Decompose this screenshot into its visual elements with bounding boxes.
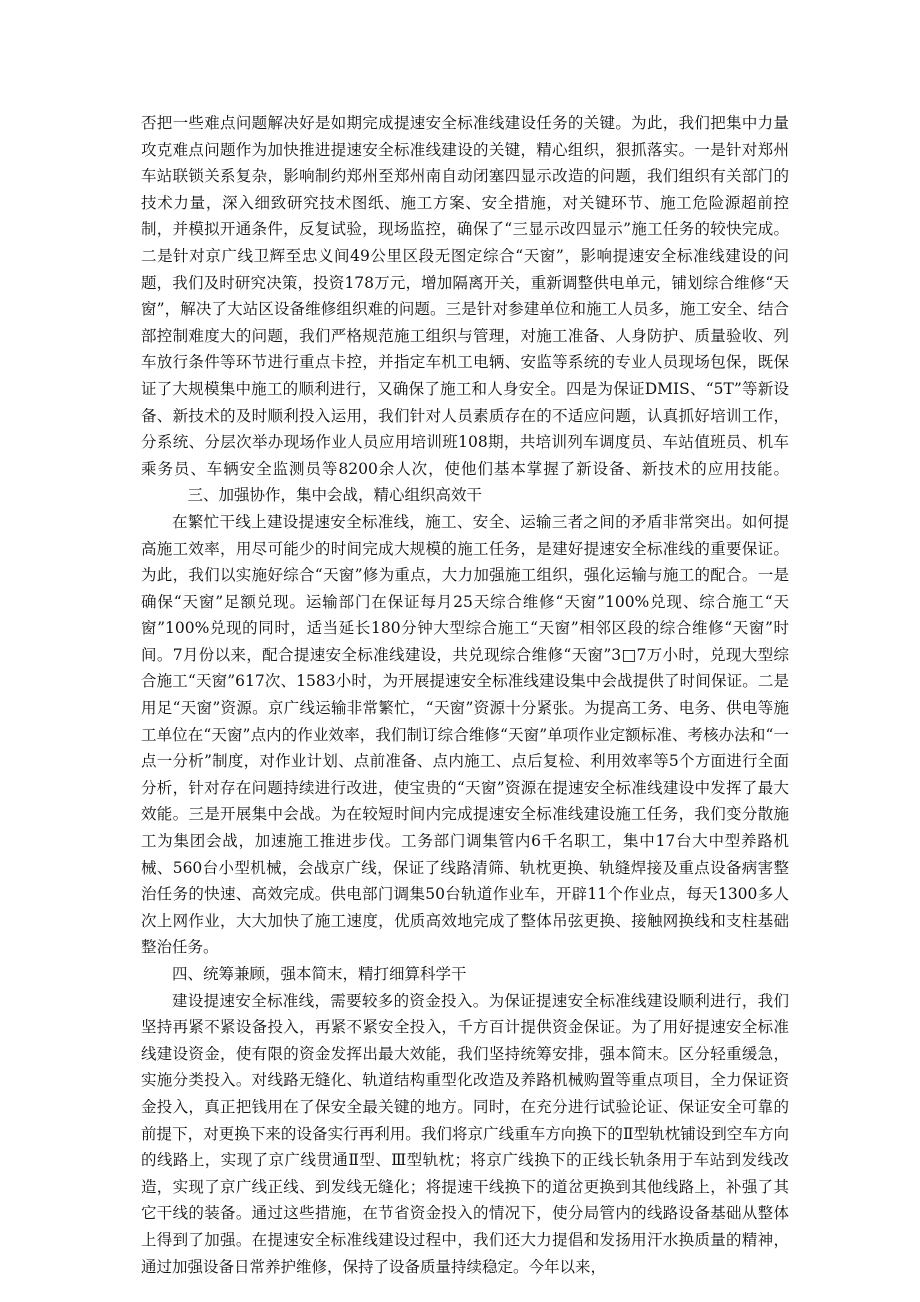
body-paragraph-continuation	[141, 110, 789, 509]
section-heading-4: 四、统筹兼顾，强本简末，精打细算科学干	[172, 965, 467, 983]
body-paragraph-coordination: 在繁忙干线上建设提速安全标准线，施工、安全、运输三者之间的矛盾非常突出。如何提高施工效率，用尽可能少的时间完成大规模的施工任务，是建好提速安全标准线的重要保证。为此，我们以实施好综合“天窗”修为重点，大力加强施工组织，强化运输与施工的配合。一是确保“天窗”足额兑现。运输部门在保证每月25天综合维修“天窗”100%兑现、综合施工“天窗”100%兑现的同时，适当延长180分钟大型综合施工“天窗”相邻区段的综合维修“天窗”时间。7月份以来，配合提速安全标准线建设，共兑现综合维修“天窗”3□7万小时，兑现大型综合施工“天窗”617次、1583小时，为开展提速安全标准线建设集中会战提供了时间保证。二是用足“天窗”资源。京广线运输非常繁忙，“天窗”资源十分紧张。为提高工务、电务、供电等施工单位在“天窗”点内的作业效率，我们制订综合维修“天窗”单项作业定额标准、考核办法和“一点一分析”制度，对作业计划、点前准备、点内施工、点后复检、利用效率等5个方面进行全面分析，针对存在问题持续进行改进，使宝贵的“天窗”资源在提速安全标准线建设中发挥了最大效能。三是开展集中会战。为在较短时间内完成提速安全标准线建设施工任务，我们变分散施工为集团会战，加速施工推进步伐。工务部门调集管内6千名职工，集中17台大中型养路机械、560台小型机械，会战京广线，保证了线路清筛、轨枕更换、轨缝焊接及重点设备病害整治任务的快速、高效完成。供电部门调集50台轨道作业车，开辟11个作业点，每天1300多人次上网作业，大大加快了施工速度，优质高效地完成了整体吊弦更换、接触网换线和支柱基础整治任务。	[141, 512, 789, 957]
paragraph-text-1: 否把一些难点问题解决好是如期完成提速安全标准线建设任务的关键。为此，我们把集中力量攻克难点问题作为加快推进提速安全标准线建设的关键，精心组织，狠抓落实。一是针对郑州车站联锁关系复杂，影响制约郑州至郑州南自动闭塞四显示改造的问题，我们组织有关部门的技术力量，深入细致研究技术图纸、施工方案、安全措施，对关键环节、施工危险源超前控制，并模拟开通条件，反复试验，现场监控，确保了“三显示改四显示”施工任务的较快完成。二是针对京广线卫辉至忠义间49公里区段无图定综合“天窗”，影响提速安全标准线建设的问题，我们及时研究决策，投资178万元，增加隔离开关，重新调整供电单元，铺划综合维修“天窗”，解决了大站区设备维修组织难的问题。三是针对参建单位和施工人员多，施工安全、结合部控制难度大的问题，我们严格规范施工组织与管理，对施工准备、人身防护、质量验收、列车放行条件等环节进行重点卡控，并指定车机工电辆、安监等系统的专业人员现场包保，既保证了大规模集中施工的顺利进行，又确保了施工和人身安全。四是为保证DMIS、“5T”等新设备、新技术的及时顺利投入运用，我们针对人员素质存在的不适应问题，认真抓好培训工作，分系统、分层次举办现场作业人员应用培训班108期，共培训列车调度员、车站值班员、机车乘务员、车辆安全监测员等8200余人次，使他们基本掌握了新设备、新技术的应用技能。	[141, 114, 789, 478]
document-page	[141, 110, 789, 1280]
section-heading-3: 三、加强协作，集中会战，精心组织高效干	[187, 486, 483, 505]
body-paragraph-funding: 建设提速安全标准线，需要较多的资金投入。为保证提速安全标准线建设顺利进行，我们坚持再紧不紧设备投入，再紧不紧安全投入，千方百计提供资金保证。为了用好提速安全标准线建设资金，使有限的资金发挥出最大效能，我们坚持统筹安排，强本简末。区分轻重缓急，实施分类投入。对线路无缝化、轨道结构重型化改造及养路机械购置等重点项目，全力保证资金投入，真正把钱用在了保安全最关键的地方。同时，在充分进行试验论证、保证安全可靠的前提下，对更换下来的设备实行再利用。我们将京广线重车方向换下的Ⅱ型轨枕铺设到空车方向的线路上，实现了京广线贯通Ⅱ型、Ⅲ型轨枕；将京广线换下的正线长轨条用于车站到发线改造，实现了京广线正线、到发线无缝化；将提速干线换下的道岔更换到其他线路上，补强了其它干线的装备。通过这些措施，在节省资金投入的情况下，使分局管内的线路设备基础从整体上得到了加强。在提速安全标准线建设过程中，我们还大力提倡和发扬用汗水换质量的精神，通过加强设备日常养护维修，保持了设备质量持续稳定。今年以来，	[141, 991, 789, 1276]
